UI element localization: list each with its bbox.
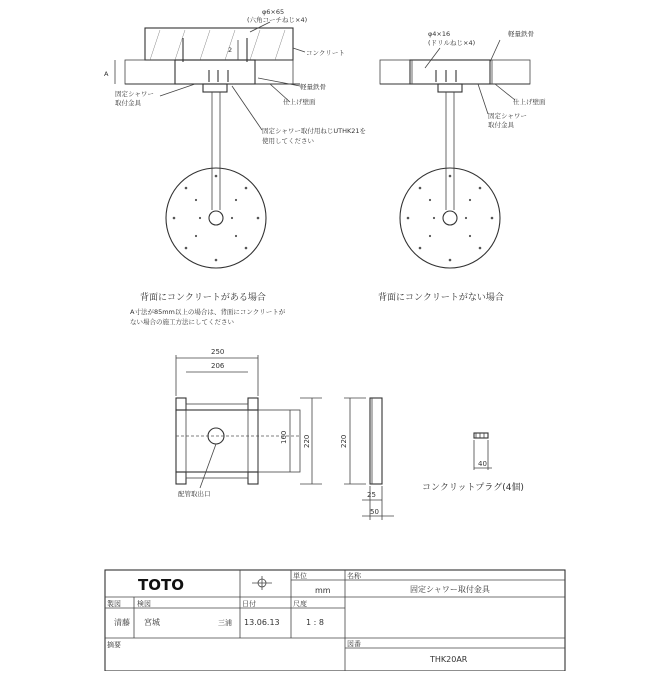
drawn-name: 清藤 bbox=[114, 618, 130, 627]
name-label: 名称 bbox=[347, 572, 361, 580]
brand-logo-text: TOTO bbox=[138, 576, 184, 594]
projection-symbol-icon bbox=[252, 576, 272, 590]
drawing-value: THK20AR bbox=[430, 655, 468, 664]
unit-label: 単位 bbox=[293, 572, 307, 580]
bracket-side-view bbox=[340, 398, 394, 520]
unit-value: mm bbox=[315, 586, 331, 595]
footnote-line-1: A寸法が85mm以上の場合は、背面にコンクリートが bbox=[130, 308, 286, 316]
bracket-label-2: 取付金具 bbox=[115, 99, 141, 107]
footnote-line-2: ない場合の施工方法にしてください bbox=[130, 318, 234, 326]
dim-250: 250 bbox=[211, 348, 225, 356]
bracket-plate bbox=[176, 410, 258, 472]
drawing-label: 図番 bbox=[347, 640, 361, 648]
dim-50: 50 bbox=[370, 508, 379, 516]
bracket-section bbox=[410, 60, 490, 84]
name-value: 固定シャワー取付金具 bbox=[410, 585, 490, 594]
title-block bbox=[105, 570, 565, 671]
caption-with-concrete: 背面にコンクリートがある場合 bbox=[140, 293, 266, 303]
screw-type-label: (六角コーチねじ×4) bbox=[247, 16, 308, 24]
finish-wall-label: 仕上げ壁面 bbox=[513, 98, 546, 106]
scale-value: 1 : 8 bbox=[306, 618, 324, 627]
detail-without-concrete bbox=[378, 29, 546, 303]
date-value: 13.06.13 bbox=[244, 618, 280, 627]
light-steel-label: 軽量鉄骨 bbox=[508, 30, 534, 38]
bracket-plan-view bbox=[176, 348, 322, 498]
shower-head-holes bbox=[173, 175, 260, 262]
scale-label: 尺度 bbox=[293, 600, 307, 608]
wall-layer bbox=[380, 60, 530, 84]
screw-spec-label: φ4×16 bbox=[428, 30, 451, 38]
caption-without-concrete: 背面にコンクリートがない場合 bbox=[378, 293, 504, 303]
drawn-label: 製図 bbox=[107, 600, 121, 608]
note-line-1: 固定シャワー取付用ねじUTHK21を bbox=[262, 127, 367, 135]
checked-label: 検図 bbox=[137, 600, 151, 608]
bracket-label-1: 固定シャワー bbox=[488, 112, 527, 120]
shower-head-circle bbox=[166, 168, 266, 268]
dim-2-label: 2 bbox=[228, 46, 233, 54]
note-line-2: 使用してください bbox=[262, 137, 314, 145]
pipe-outlet-label: 配管取出口 bbox=[178, 490, 211, 498]
concrete-plug-view bbox=[422, 433, 524, 493]
finish-wall-label: 仕上げ壁面 bbox=[283, 98, 316, 106]
concrete-hatch bbox=[150, 30, 285, 60]
approved-stamp: 三浦 bbox=[218, 619, 232, 627]
dim-a-label: A bbox=[104, 70, 109, 78]
bracket-label-1: 固定シャワー bbox=[115, 90, 154, 98]
shower-head-circle bbox=[400, 168, 500, 268]
light-steel-label: 軽量鉄骨 bbox=[300, 83, 326, 91]
plug-caption: コンクリットプラグ(4個) bbox=[422, 483, 524, 493]
date-label: 日付 bbox=[242, 600, 256, 608]
screw-type-label: (ドリルねじ×4) bbox=[428, 39, 476, 47]
bracket-section bbox=[175, 60, 255, 84]
dim-220a: 220 bbox=[303, 434, 311, 448]
revision-label: 摘要 bbox=[107, 641, 121, 649]
dim-25: 25 bbox=[367, 491, 376, 499]
shower-head-holes bbox=[407, 175, 494, 262]
screw-spec-label: φ6×65 bbox=[262, 8, 285, 16]
checked-name: 宮城 bbox=[144, 618, 160, 627]
dim-40: 40 bbox=[478, 460, 487, 468]
detail-with-concrete bbox=[104, 8, 366, 326]
dim-206: 206 bbox=[211, 362, 225, 370]
bracket-label-2: 取付金具 bbox=[488, 121, 514, 129]
concrete-slab bbox=[145, 28, 293, 60]
dim-160: 160 bbox=[280, 430, 288, 444]
concrete-label: コンクリート bbox=[306, 49, 345, 57]
dim-220b: 220 bbox=[340, 434, 348, 448]
